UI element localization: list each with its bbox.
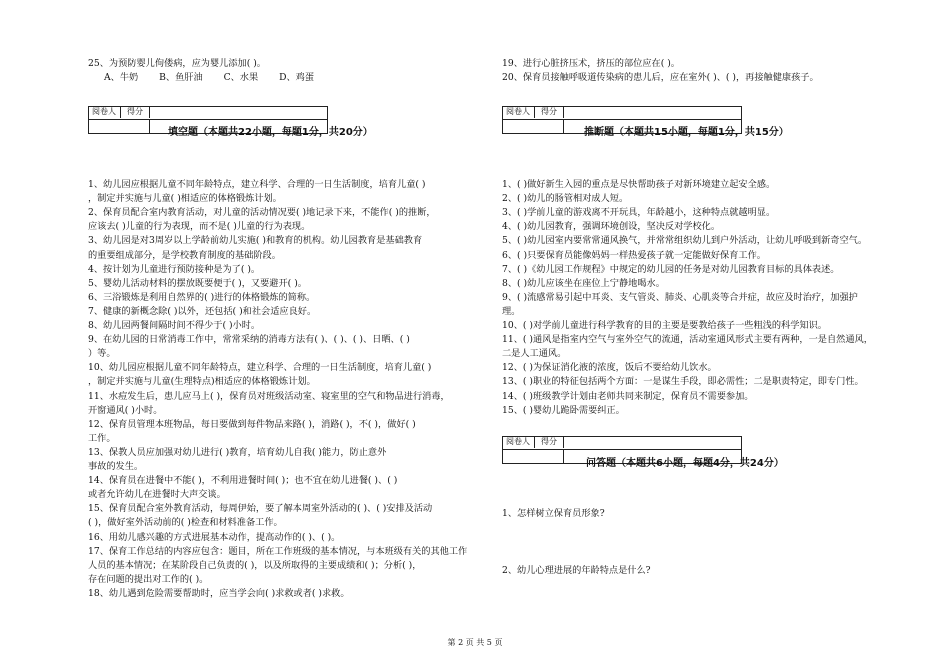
- question-25-stem: 25、为预防婴儿佝偻病，应为婴儿添加( )。: [88, 58, 266, 69]
- question-19: 19、进行心脏挤压术，挤压的部位应在( )。: [502, 58, 680, 69]
- fill-question-line: 2、保育员配合室内教育活动，对儿童的活动情况要( )地记录下来，不能作( )的推断，: [88, 207, 436, 219]
- fill-question-line: 9、在幼儿园的日常消毒工作中，常常采纳的消毒方法有( )、( )、( )、日晒、( ): [88, 334, 410, 346]
- fill-question-line: 3、幼儿园是对3周岁以上学龄前幼儿实施( )和教育的机构。幼儿园教育是基础教育: [88, 235, 423, 247]
- judge-question-line: 4、( )幼儿园教育，强调环境创设，坚决反对学校化。: [502, 221, 721, 233]
- qa-section-title: 问答题（本题共6小题，每题4分，共24分）: [586, 458, 784, 469]
- grader-reviewer-label: 阅卷人: [502, 436, 535, 448]
- fill-question-line: ，制定并实施与儿童( )相适应的体格锻炼计划。: [88, 193, 282, 205]
- fill-question-line: 的重要组成部分，是学校教育制度的基础阶段。: [88, 249, 281, 261]
- fill-question-line: 应该去( )儿童的行为表现，而不是( )儿童的行为表现。: [88, 221, 311, 233]
- judge-question-line: 1、( )做好新生入园的重点是尽快帮助孩子对新环境建立起安全感。: [502, 179, 776, 190]
- choice-d: D、鸡蛋: [279, 72, 315, 83]
- judge-question-line: 15、( )婴幼儿跪卧需要纠正。: [502, 404, 625, 416]
- fill-question-line: 13、保教人员应加强对幼儿进行( )教育，培育幼儿自我( )能力，防止意外: [88, 446, 387, 458]
- fill-question-line: 4、按计划为儿童进行预防接种是为了( )。: [88, 263, 261, 275]
- judge-question-line: 7、( )《幼儿园工作规程》中规定的幼儿园的任务是对幼儿园教育目标的具体表述。: [502, 263, 840, 275]
- fill-question-line: 1、幼儿园应根据儿童不同年龄特点，建立科学、合理的一日生活制度，培育儿童( ): [88, 179, 426, 190]
- fill-question-line: ( )，做好室外活动前的( )检查和材料准备工作。: [88, 517, 283, 529]
- fill-question-line: 人员的基本情况；在某阶段自己负责的( )，以及所取得的主要成绩和( )；分析( )，: [88, 559, 422, 571]
- choice-b: B、鱼肝油: [159, 72, 203, 83]
- fill-question-line: 开窗通风( )小时。: [88, 404, 163, 416]
- fill-question-line: 7、健康的新概念除( )以外，还包括( )和社会适应良好。: [88, 305, 317, 317]
- fill-question-line: 8、幼儿园两餐间隔时间不得少于( )小时。: [88, 320, 261, 331]
- fill-question-line: 17、保育工作总结的内容应包含：题目，所在工作班级的基本情况，与本班级有关的其他工作: [88, 545, 468, 557]
- fill-question-line: 10、幼儿园应根据儿童不同年龄特点，建立科学、合理的一日生活制度，培育儿童( ): [88, 362, 432, 374]
- page-footer: 第 2 页 共 5 页: [447, 638, 503, 647]
- fill-question-line: ）等。: [88, 348, 116, 360]
- question-25-choices: [104, 72, 332, 84]
- fill-question-line: 6、三浴锻炼是利用自然界的( )进行的体格锻炼的简称。: [88, 291, 316, 303]
- fill-question-line: 18、幼儿遇到危险需要帮助时，应当学会向( )求救或者( )求救。: [88, 587, 350, 599]
- judge-question-line: 二是人工通风。: [502, 348, 567, 360]
- judge-section-title: 推断题（本题共15小题，每题1分，共15分）: [584, 127, 789, 138]
- judge-question-line: 8、( )幼儿应该坐在座位上宁静地喝水。: [502, 277, 665, 289]
- fill-question-line: 12、保育员管理本班物品，每日要做到每件物品来路( )，消路( )，不( )，做好( ): [88, 418, 416, 430]
- judge-question-line: 理。: [502, 305, 521, 317]
- fill-question-line: 存在问题的提出对工作的( )。: [88, 573, 209, 585]
- grader-score-label: 得分: [121, 106, 150, 118]
- question-20: 20、保育员接触呼吸道传染病的患儿后，应在室外( )、( )，再接触健康孩子。: [502, 72, 819, 83]
- grader-reviewer-label: 阅卷人: [502, 106, 535, 118]
- judge-question-line: 12、( )为保证消化液的浓度，饭后不要给幼儿饮水。: [502, 362, 717, 374]
- fill-question-line: 事故的发生。: [88, 461, 144, 472]
- grader-reviewer-label: 阅卷人: [88, 106, 121, 118]
- fill-question-line: 14、保育员在进餐中不能( )，不利用进餐时间( )；也不宜在幼儿进餐( )、( ): [88, 475, 398, 487]
- fill-question-line: 16、用幼儿感兴趣的方式进展基本动作，提高动作的( )、( )。: [88, 531, 341, 543]
- judge-question-line: 6、( )只要保育员能像妈妈一样热爱孩子就一定能做好保育工作。: [502, 249, 766, 261]
- judge-question-line: 5、( )幼儿园室内要常常通风换气，并常常组织幼儿到户外活动，让幼儿呼吸到新奇空气。: [502, 235, 868, 247]
- grader-score-label: 得分: [535, 106, 564, 118]
- judge-question-line: 10、( )对学前儿童进行科学教育的目的主要是要教给孩子一些粗浅的科学知识。: [502, 320, 827, 331]
- fill-question-line: 5、婴幼儿活动材料的摆放既要便于( )，又要避开( )。: [88, 277, 307, 289]
- choice-a: A、牛奶: [104, 72, 139, 83]
- choice-c: C、水果: [223, 72, 259, 83]
- judge-question-line: 3、( )学前儿童的游戏离不开玩具，年龄越小，这种特点就越明显。: [502, 207, 776, 219]
- judge-question-line: 9、( )流感常易引起中耳炎、支气管炎、肺炎、心肌炎等合并症，故应及时治疗，加强护: [502, 291, 858, 303]
- fill-question-line: ，制定并实施与儿童(生理特点)相适应的体格锻炼计划。: [88, 376, 316, 388]
- qa-question-2: 2、幼儿心理进展的年龄特点是什么?: [502, 565, 651, 576]
- fill-question-line: 或者允许幼儿在进餐时大声交谈。: [88, 489, 226, 501]
- fill-question-line: 工作。: [88, 432, 116, 444]
- judge-question-line: 2、( )幼儿的肠管相对成人短。: [502, 193, 629, 205]
- qa-question-1: 1、怎样树立保育员形象?: [502, 508, 605, 519]
- judge-question-line: 11、( )通风是指室内空气与室外空气的流通，活动室通风形式主要有两种，一是自然通风，: [502, 334, 873, 346]
- judge-question-line: 13、( )职业的特征包括两个方面：一是谋生手段，即必需性；二是职责特定，即专门性。: [502, 376, 864, 388]
- grader-score-label: 得分: [535, 436, 564, 448]
- judge-question-line: 14、( )班级教学计划由老师共同来制定，保育员不需要参加。: [502, 390, 754, 402]
- fill-question-line: 11、水痘发生后，患儿应马上( )，保育员对班级活动室、寝室里的空气和物品进行消毒，: [88, 390, 450, 402]
- fill-section-title: 填空题（本题共22小题，每题1分，共20分）: [168, 127, 373, 138]
- fill-question-line: 15、保育员配合室外教育活动，每周伊始，要了解本周室外活动的( )、( )安排及活动: [88, 503, 433, 515]
